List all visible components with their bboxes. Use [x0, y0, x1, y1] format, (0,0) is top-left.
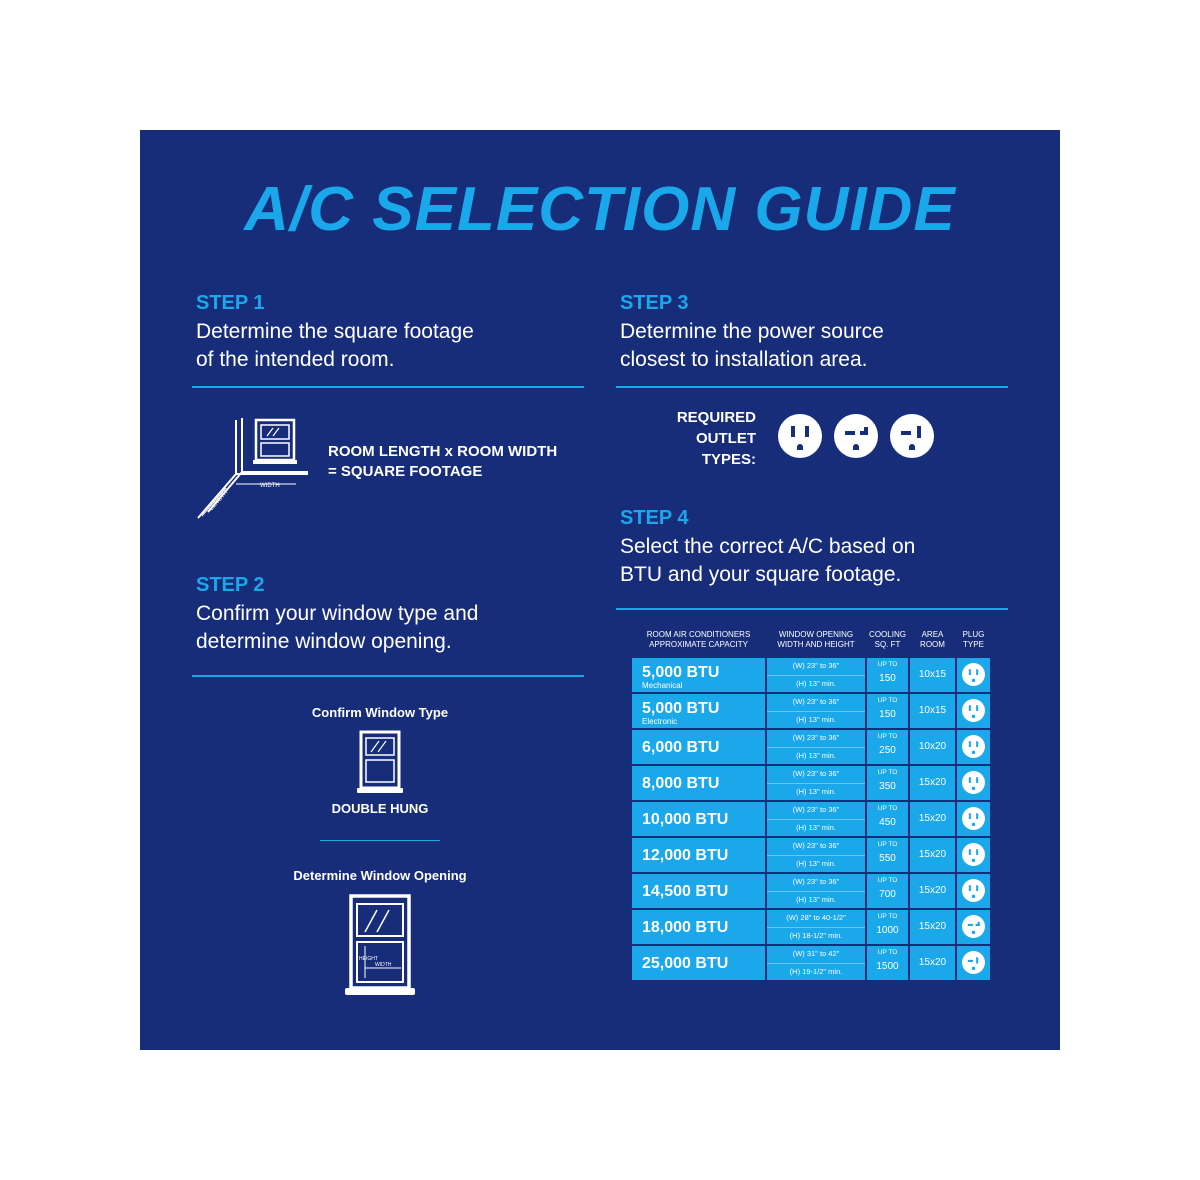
- btu-subtype: Mechanical: [642, 681, 683, 690]
- cooling-cell: [867, 910, 908, 944]
- step4-text-line2: BTU and your square footage.: [620, 563, 902, 586]
- header-window-line1: WINDOW OPENING: [778, 630, 854, 639]
- window-cell: [767, 802, 865, 836]
- header-capacity: [632, 630, 765, 650]
- step2-divider: [192, 675, 584, 677]
- outlet-15a-icon: [962, 771, 985, 794]
- step3-label: STEP 3: [620, 292, 689, 314]
- step3-text-line2: closest to installation area.: [620, 348, 868, 371]
- area-cell: [910, 802, 955, 836]
- plug-cell: [957, 910, 990, 944]
- window-height: (H) 18-1/2" min.: [767, 927, 865, 944]
- window-height: (H) 13" min.: [767, 855, 865, 872]
- btu-value: 5,000 BTU: [642, 664, 720, 681]
- table-row: [632, 766, 996, 800]
- window-cell: [767, 910, 865, 944]
- plug-cell: [957, 730, 990, 764]
- cooling-sqft: 550: [879, 853, 896, 864]
- plug-cell: [957, 658, 990, 692]
- double-hung-window-icon: [357, 730, 403, 794]
- window-opening-icon: [345, 894, 415, 998]
- step3-divider: [616, 386, 1008, 388]
- area-cell: [910, 730, 955, 764]
- table-row: [632, 694, 996, 728]
- room-area: 15x20: [918, 813, 947, 824]
- window-width: (W) 28" to 40-1/2": [786, 913, 846, 922]
- capacity-cell: [632, 766, 765, 800]
- step4-label: STEP 4: [620, 507, 689, 529]
- capacity-cell: [632, 802, 765, 836]
- plug-cell: [957, 802, 990, 836]
- cooling-sqft: 150: [879, 673, 896, 684]
- btu-value: 12,000 BTU: [642, 847, 729, 864]
- outlet-30a-icon: [890, 414, 934, 458]
- header-window: [767, 630, 865, 650]
- table-body: [632, 658, 996, 980]
- window-width: (W) 31" to 42": [792, 949, 840, 958]
- room-area: 15x20: [918, 777, 947, 788]
- cooling-cell: [867, 658, 908, 692]
- opening-width-label: WIDTH: [375, 962, 392, 968]
- table-row: [632, 910, 996, 944]
- step1-text-line1: Determine the square footage: [196, 320, 474, 343]
- step4-divider: [616, 608, 1008, 610]
- step2-label: STEP 2: [196, 574, 265, 596]
- header-cooling: [867, 630, 908, 650]
- header-area-line1: AREA: [921, 630, 944, 639]
- capacity-cell: [632, 658, 765, 692]
- cooling-cell: [867, 730, 908, 764]
- step2-text-line1: Confirm your window type and: [196, 602, 479, 625]
- capacity-cell: [632, 694, 765, 728]
- btu-value: 6,000 BTU: [642, 739, 720, 756]
- window-width: (W) 23" to 36": [792, 769, 840, 778]
- window-height: (H) 13" min.: [767, 819, 865, 836]
- step4-text: [620, 533, 915, 589]
- header-cooling-line1: COOLING: [869, 630, 906, 639]
- opening-height-label: HEIGHT: [359, 956, 378, 962]
- header-plug-line2: TYPE: [963, 640, 984, 649]
- outlet-15a-icon: [962, 879, 985, 902]
- table-row: [632, 838, 996, 872]
- btu-value: 14,500 BTU: [642, 883, 729, 900]
- table-row: [632, 946, 996, 980]
- window-height: (H) 13" min.: [767, 891, 865, 908]
- table-row: [632, 730, 996, 764]
- cooling-cell: [867, 766, 908, 800]
- cooling-up-to: UP TO: [877, 841, 898, 848]
- step1-text: [196, 318, 474, 374]
- step1-text-line2: of the intended room.: [196, 348, 395, 371]
- table-row: [632, 802, 996, 836]
- window-cell: [767, 658, 865, 692]
- window-width: (W) 23" to 36": [792, 841, 840, 850]
- window-height: (H) 13" min.: [767, 747, 865, 764]
- window-cell: [767, 838, 865, 872]
- cooling-up-to: UP TO: [877, 697, 898, 704]
- window-cell: [767, 874, 865, 908]
- room-area: 10x15: [918, 669, 947, 680]
- cooling-sqft: 150: [879, 709, 896, 720]
- capacity-cell: [632, 946, 765, 980]
- step1-divider: [192, 386, 584, 388]
- cooling-sqft: 350: [879, 781, 896, 792]
- cooling-up-to: UP TO: [877, 769, 898, 776]
- cooling-up-to: UP TO: [877, 913, 898, 920]
- header-capacity-line2: APPROXIMATE CAPACITY: [649, 640, 748, 649]
- window-width: (W) 23" to 36": [792, 697, 840, 706]
- room-area: 10x15: [918, 705, 947, 716]
- window-height: (H) 19-1/2" min.: [767, 963, 865, 980]
- window-type-label: DOUBLE HUNG: [331, 801, 429, 816]
- window-height: (H) 13" min.: [767, 711, 865, 728]
- plug-cell: [957, 766, 990, 800]
- header-capacity-line1: ROOM AIR CONDITIONERS: [646, 630, 751, 639]
- btu-value: 18,000 BTU: [642, 919, 729, 936]
- window-divider: [320, 840, 440, 841]
- area-cell: [910, 694, 955, 728]
- btu-subtype: Electronic: [642, 717, 678, 726]
- room-area: 15x20: [918, 957, 947, 968]
- step3-text-line1: Determine the power source: [620, 320, 884, 343]
- cooling-up-to: UP TO: [877, 733, 898, 740]
- outlet-30a-icon: [962, 951, 985, 974]
- cooling-cell: [867, 874, 908, 908]
- diagram-length-label: LENGTH: [208, 489, 230, 512]
- area-cell: [910, 946, 955, 980]
- formula-line1: ROOM LENGTH x ROOM WIDTH: [328, 443, 558, 460]
- window-cell: [767, 766, 865, 800]
- area-cell: [910, 910, 955, 944]
- plug-cell: [957, 874, 990, 908]
- outlet-15a-icon: [778, 414, 822, 458]
- capacity-cell: [632, 730, 765, 764]
- capacity-cell: [632, 874, 765, 908]
- cooling-up-to: UP TO: [877, 949, 898, 956]
- plug-cell: [957, 694, 990, 728]
- outlet-20a-icon: [962, 915, 985, 938]
- capacity-cell: [632, 838, 765, 872]
- window-cell: [767, 730, 865, 764]
- required-outlet-line1: REQUIRED: [676, 409, 756, 426]
- header-plug: [957, 630, 990, 650]
- header-plug-line1: PLUG: [962, 630, 985, 639]
- header-area-line2: ROOM: [920, 640, 945, 649]
- room-dimension-icon: [196, 414, 311, 524]
- step1-label: STEP 1: [196, 292, 265, 314]
- btu-value: 10,000 BTU: [642, 811, 729, 828]
- page-title: A/C SELECTION GUIDE: [244, 175, 956, 244]
- btu-value: 25,000 BTU: [642, 955, 729, 972]
- area-cell: [910, 838, 955, 872]
- header-window-line2: WIDTH AND HEIGHT: [777, 640, 855, 649]
- cooling-up-to: UP TO: [877, 661, 898, 668]
- header-area: [910, 630, 955, 650]
- window-width: (W) 23" to 36": [792, 661, 840, 670]
- btu-value: 8,000 BTU: [642, 775, 720, 792]
- window-cell: [767, 946, 865, 980]
- header-cooling-line2: SQ. FT: [874, 640, 901, 649]
- step4-text-line1: Select the correct A/C based on: [620, 535, 916, 558]
- table-row: [632, 874, 996, 908]
- room-area: 15x20: [918, 921, 947, 932]
- room-area: 10x20: [918, 741, 947, 752]
- window-opening-heading: Determine Window Opening: [293, 868, 467, 883]
- cooling-up-to: UP TO: [877, 877, 898, 884]
- outlet-15a-icon: [962, 807, 985, 830]
- capacity-cell: [632, 910, 765, 944]
- required-outlet-line2: OUTLET: [696, 430, 756, 447]
- outlet-15a-icon: [962, 663, 985, 686]
- confirm-window-heading: Confirm Window Type: [311, 705, 449, 720]
- cooling-sqft: 450: [879, 817, 896, 828]
- diagram-width-label: WIDTH: [260, 483, 280, 489]
- cooling-cell: [867, 802, 908, 836]
- window-width: (W) 23" to 36": [792, 805, 840, 814]
- step2-text: [196, 600, 478, 656]
- plug-cell: [957, 946, 990, 980]
- outlet-20a-icon: [834, 414, 878, 458]
- table-row: [632, 658, 996, 692]
- table-header: [632, 630, 996, 658]
- area-cell: [910, 766, 955, 800]
- outlet-15a-icon: [962, 699, 985, 722]
- formula-line2: = SQUARE FOOTAGE: [328, 463, 483, 480]
- btu-selection-table: [632, 630, 996, 982]
- area-cell: [910, 658, 955, 692]
- window-height: (H) 13" min.: [767, 783, 865, 800]
- cooling-sqft: 700: [879, 889, 896, 900]
- cooling-sqft: 250: [879, 745, 896, 756]
- outlet-15a-icon: [962, 843, 985, 866]
- step2-text-line2: determine window opening.: [196, 630, 452, 653]
- selection-guide-panel: [140, 130, 1060, 1050]
- window-cell: [767, 694, 865, 728]
- required-outlet-label: [656, 407, 756, 470]
- window-width: (W) 23" to 36": [792, 733, 840, 742]
- cooling-cell: [867, 946, 908, 980]
- plug-cell: [957, 838, 990, 872]
- window-height: (H) 13" min.: [767, 675, 865, 692]
- cooling-sqft: 1000: [876, 925, 899, 936]
- cooling-sqft: 1500: [876, 961, 899, 972]
- area-cell: [910, 874, 955, 908]
- window-width: (W) 23" to 36": [792, 877, 840, 886]
- room-area: 15x20: [918, 849, 947, 860]
- cooling-cell: [867, 838, 908, 872]
- btu-value: 5,000 BTU: [642, 700, 720, 717]
- required-outlet-line3: TYPES:: [701, 451, 756, 468]
- step3-text: [620, 318, 884, 374]
- cooling-up-to: UP TO: [877, 805, 898, 812]
- cooling-cell: [867, 694, 908, 728]
- room-area: 15x20: [918, 885, 947, 896]
- outlet-15a-icon: [962, 735, 985, 758]
